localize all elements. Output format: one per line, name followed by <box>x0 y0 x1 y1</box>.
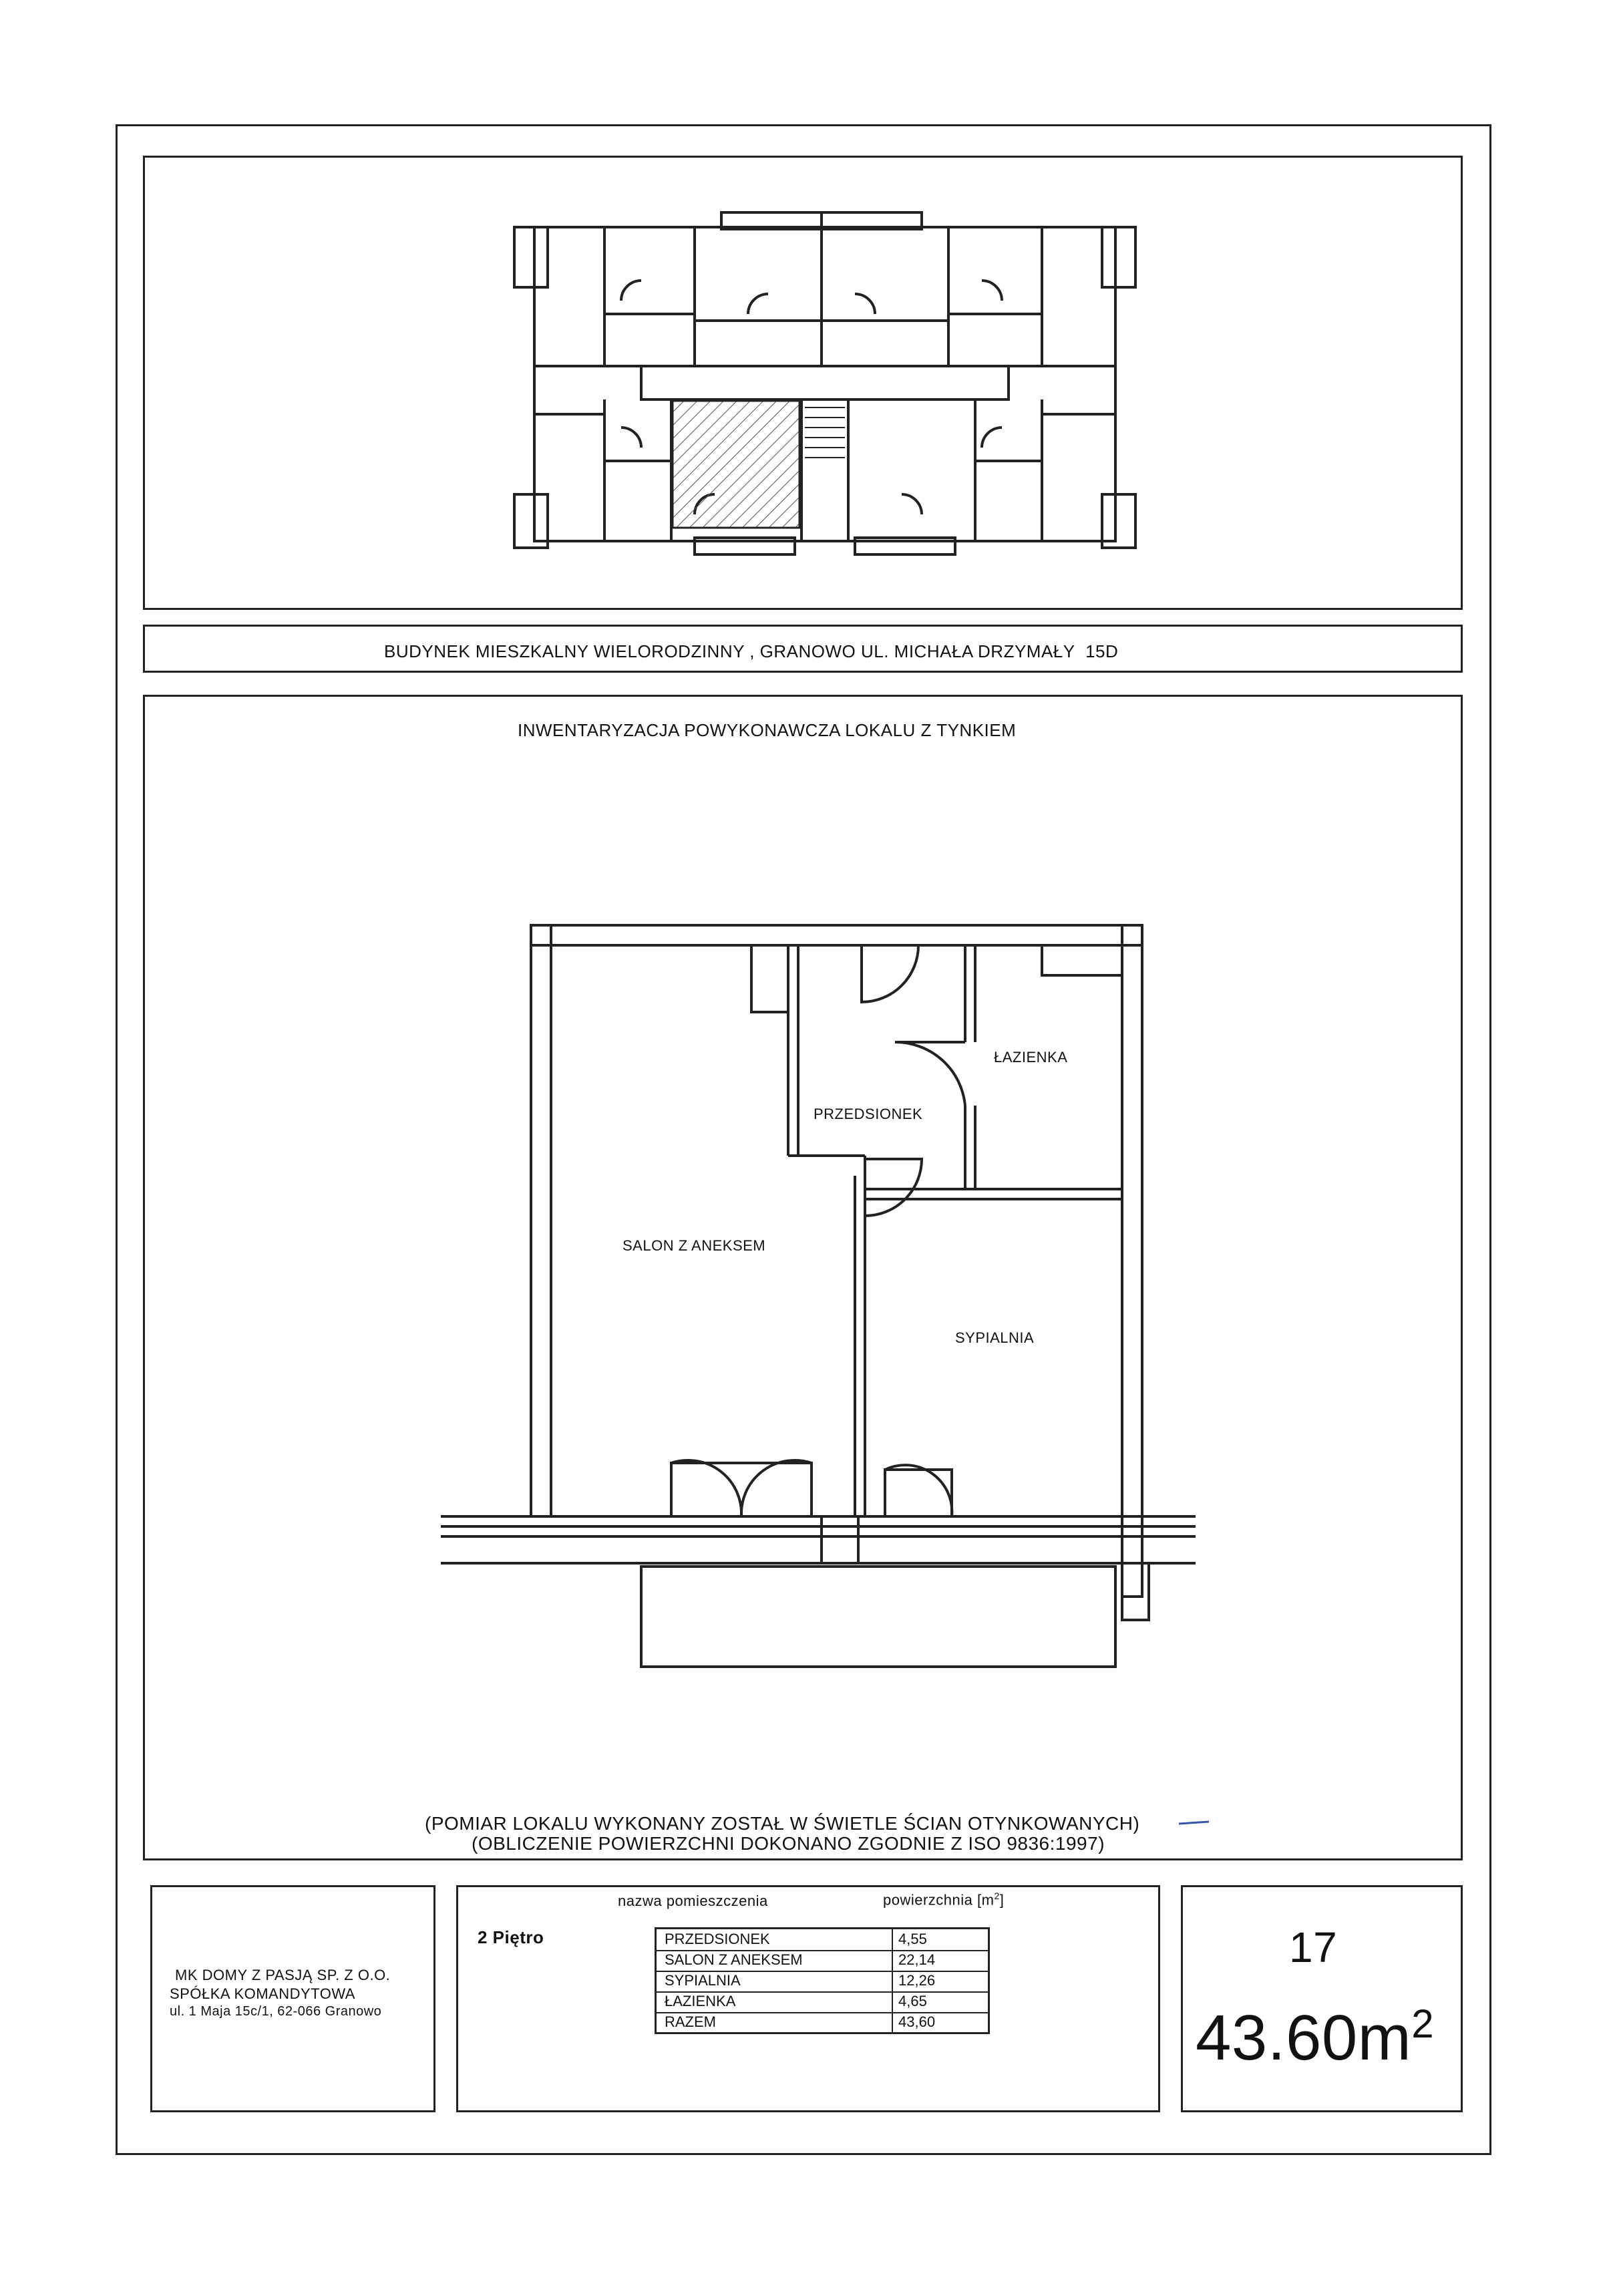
unit-area-sup: 2 <box>1411 2001 1435 2046</box>
plan-title: INWENTARYZACJA POWYKONAWCZA LOKALU Z TYNKIEM <box>518 720 1017 740</box>
col-header-area-sup: 2 <box>994 1891 1000 1901</box>
key-plan-box <box>143 156 1463 610</box>
plan-box <box>143 695 1463 1860</box>
building-number: 15D <box>1085 641 1119 661</box>
room-label-salon: SALON Z ANEKSEM <box>622 1237 766 1254</box>
table-row <box>657 1950 988 1972</box>
row-name: RAZEM <box>665 2013 716 2030</box>
col-header-area-end: ] <box>999 1891 1005 1909</box>
unit-number: 17 <box>1289 1923 1338 1971</box>
building-title-text: BUDYNEK MIESZKALNY WIELORODZINNY , GRANOWO UL. MICHAŁA DRZYMAŁY <box>384 641 1075 661</box>
row-name: SALON Z ANEKSEM <box>665 1951 803 1968</box>
col-header-name: nazwa pomieszczenia <box>618 1893 768 1909</box>
table-row <box>657 1971 988 1993</box>
row-name: ŁAZIENKA <box>665 1993 736 2009</box>
building-title <box>384 641 1118 662</box>
row-area: 4,65 <box>898 1993 927 2009</box>
col-header-area-text: powierzchnia [m <box>883 1891 995 1909</box>
row-area: 4,55 <box>898 1931 927 1947</box>
row-area: 43,60 <box>898 2013 936 2030</box>
room-label-przedsionek: PRZEDSIONEK <box>814 1106 923 1122</box>
unit-area-value: 43.60m <box>1196 2002 1412 2074</box>
company-line-2: SPÓŁKA KOMANDYTOWA <box>170 1985 355 2002</box>
room-label-lazienka: ŁAZIENKA <box>994 1049 1068 1065</box>
company-line-3: ul. 1 Maja 15c/1, 62-066 Granowo <box>170 2004 382 2019</box>
col-header-area <box>883 1891 1004 1909</box>
unit-box <box>1181 1885 1463 2112</box>
table-row <box>657 1929 988 1951</box>
table-row <box>657 2012 988 2032</box>
area-table <box>655 1927 990 2034</box>
row-area: 12,26 <box>898 1972 936 1989</box>
floor-label: 2 Piętro <box>478 1927 544 1947</box>
room-label-sypialnia: SYPIALNIA <box>955 1329 1035 1346</box>
row-area: 22,14 <box>898 1951 936 1968</box>
table-row <box>657 1991 988 2013</box>
row-name: SYPIALNIA <box>665 1972 741 1989</box>
company-line-1: MK DOMY Z PASJĄ SP. Z O.O. <box>175 1967 391 1983</box>
measurement-note-2: (OBLICZENIE POWIERZCHNI DOKONANO ZGODNIE Z ISO 9836:1997) <box>472 1833 1105 1854</box>
row-name: PRZEDSIONEK <box>665 1931 770 1947</box>
measurement-note-1: (POMIAR LOKALU WYKONANY ZOSTAŁ W ŚWIETLE ŚCIAN OTYNKOWANYCH) <box>425 1813 1140 1834</box>
unit-area <box>1196 2001 1434 2075</box>
